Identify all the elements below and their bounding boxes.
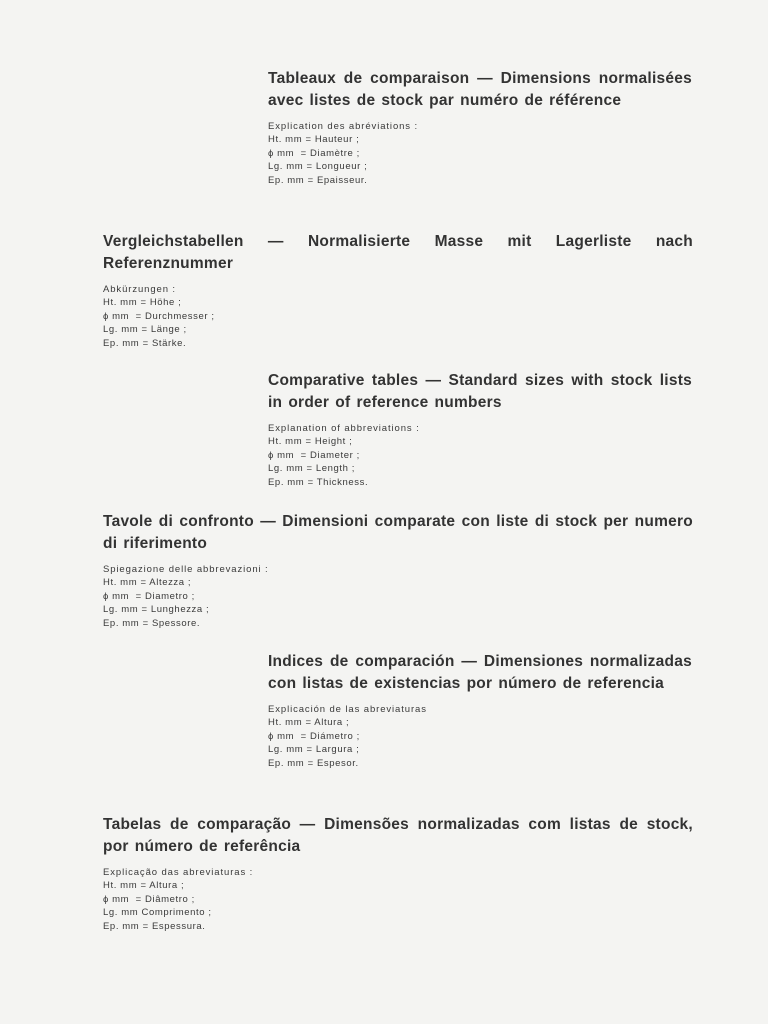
abbreviation-height: Ht. mm = Altezza ;	[103, 577, 192, 588]
section-spanish	[268, 651, 692, 770]
abbreviations-title: Explanation of abbreviations :	[268, 423, 420, 434]
section-heading: Tabelas de comparação — Dimensões normalizadas com listas de stock, por número de referência	[103, 816, 693, 855]
abbreviation-thickness: Ep. mm = Spessore.	[103, 617, 201, 629]
section-english	[268, 370, 692, 489]
abbreviations-title: Spiegazione delle abbrevazioni :	[103, 564, 269, 575]
abbreviation-diameter: ϕ mm = Diameter ;	[268, 449, 360, 461]
section-german	[103, 231, 693, 350]
abbreviations-title: Explication des abréviations :	[268, 121, 419, 132]
section-heading: Comparative tables — Standard sizes with stock lists in order of reference numbers	[268, 372, 692, 411]
abbreviation-height: Ht. mm = Altura ;	[268, 717, 350, 728]
abbreviation-length: Lg. mm = Length ;	[268, 463, 356, 474]
abbreviation-length: Lg. mm = Lunghezza ;	[103, 604, 210, 615]
abbreviation-thickness: Ep. mm = Espessura.	[103, 920, 206, 932]
section-portuguese	[103, 814, 693, 933]
abbreviation-length: Lg. mm Comprimento ;	[103, 907, 212, 918]
abbreviations-list	[268, 435, 692, 489]
abbreviation-thickness: Ep. mm = Stärke.	[103, 337, 187, 349]
abbreviations-list	[103, 879, 693, 933]
abbreviation-length: Lg. mm = Länge ;	[103, 324, 187, 335]
abbreviations-title: Explicação das abreviaturas :	[103, 867, 254, 878]
abbreviation-diameter: ϕ mm = Diamètre ;	[268, 147, 360, 159]
abbreviation-diameter: ϕ mm = Durchmesser ;	[103, 310, 215, 322]
abbreviation-height: Ht. mm = Height ;	[268, 436, 353, 447]
section-heading: Tavole di confronto — Dimensioni comparate con liste di stock per numero di riferimento	[103, 513, 693, 552]
section-italian	[103, 511, 693, 630]
section-heading: Tableaux de comparaison — Dimensions normalisées avec listes de stock par numéro de référence	[268, 70, 692, 109]
abbreviations-list	[103, 576, 693, 630]
abbreviation-thickness: Ep. mm = Espesor.	[268, 757, 359, 769]
abbreviation-diameter: ϕ mm = Diámetro ;	[268, 730, 360, 742]
section-heading: Vergleichstabellen — Normalisierte Masse mit Lagerliste nach Referenznummer	[103, 233, 693, 272]
abbreviation-height: Ht. mm = Hauteur ;	[268, 134, 360, 145]
abbreviation-height: Ht. mm = Höhe ;	[103, 297, 182, 308]
abbreviation-thickness: Ep. mm = Epaisseur.	[268, 174, 368, 186]
abbreviation-diameter: ϕ mm = Diametro ;	[103, 590, 195, 602]
abbreviations-list	[268, 716, 692, 770]
abbreviation-length: Lg. mm = Longueur ;	[268, 161, 368, 172]
section-heading: Indices de comparación — Dimensiones normalizadas con listas de existencias por número de referencia	[268, 653, 692, 692]
abbreviations-title: Explicación de las abreviaturas	[268, 704, 427, 715]
abbreviation-height: Ht. mm = Altura ;	[103, 880, 185, 891]
abbreviation-diameter: ϕ mm = Diâmetro ;	[103, 893, 195, 905]
abbreviations-title: Abkürzungen :	[103, 284, 176, 295]
abbreviation-length: Lg. mm = Largura ;	[268, 744, 360, 755]
abbreviations-list	[268, 133, 692, 187]
section-french	[268, 68, 692, 187]
abbreviations-list	[103, 296, 693, 350]
abbreviation-thickness: Ep. mm = Thickness.	[268, 476, 369, 488]
